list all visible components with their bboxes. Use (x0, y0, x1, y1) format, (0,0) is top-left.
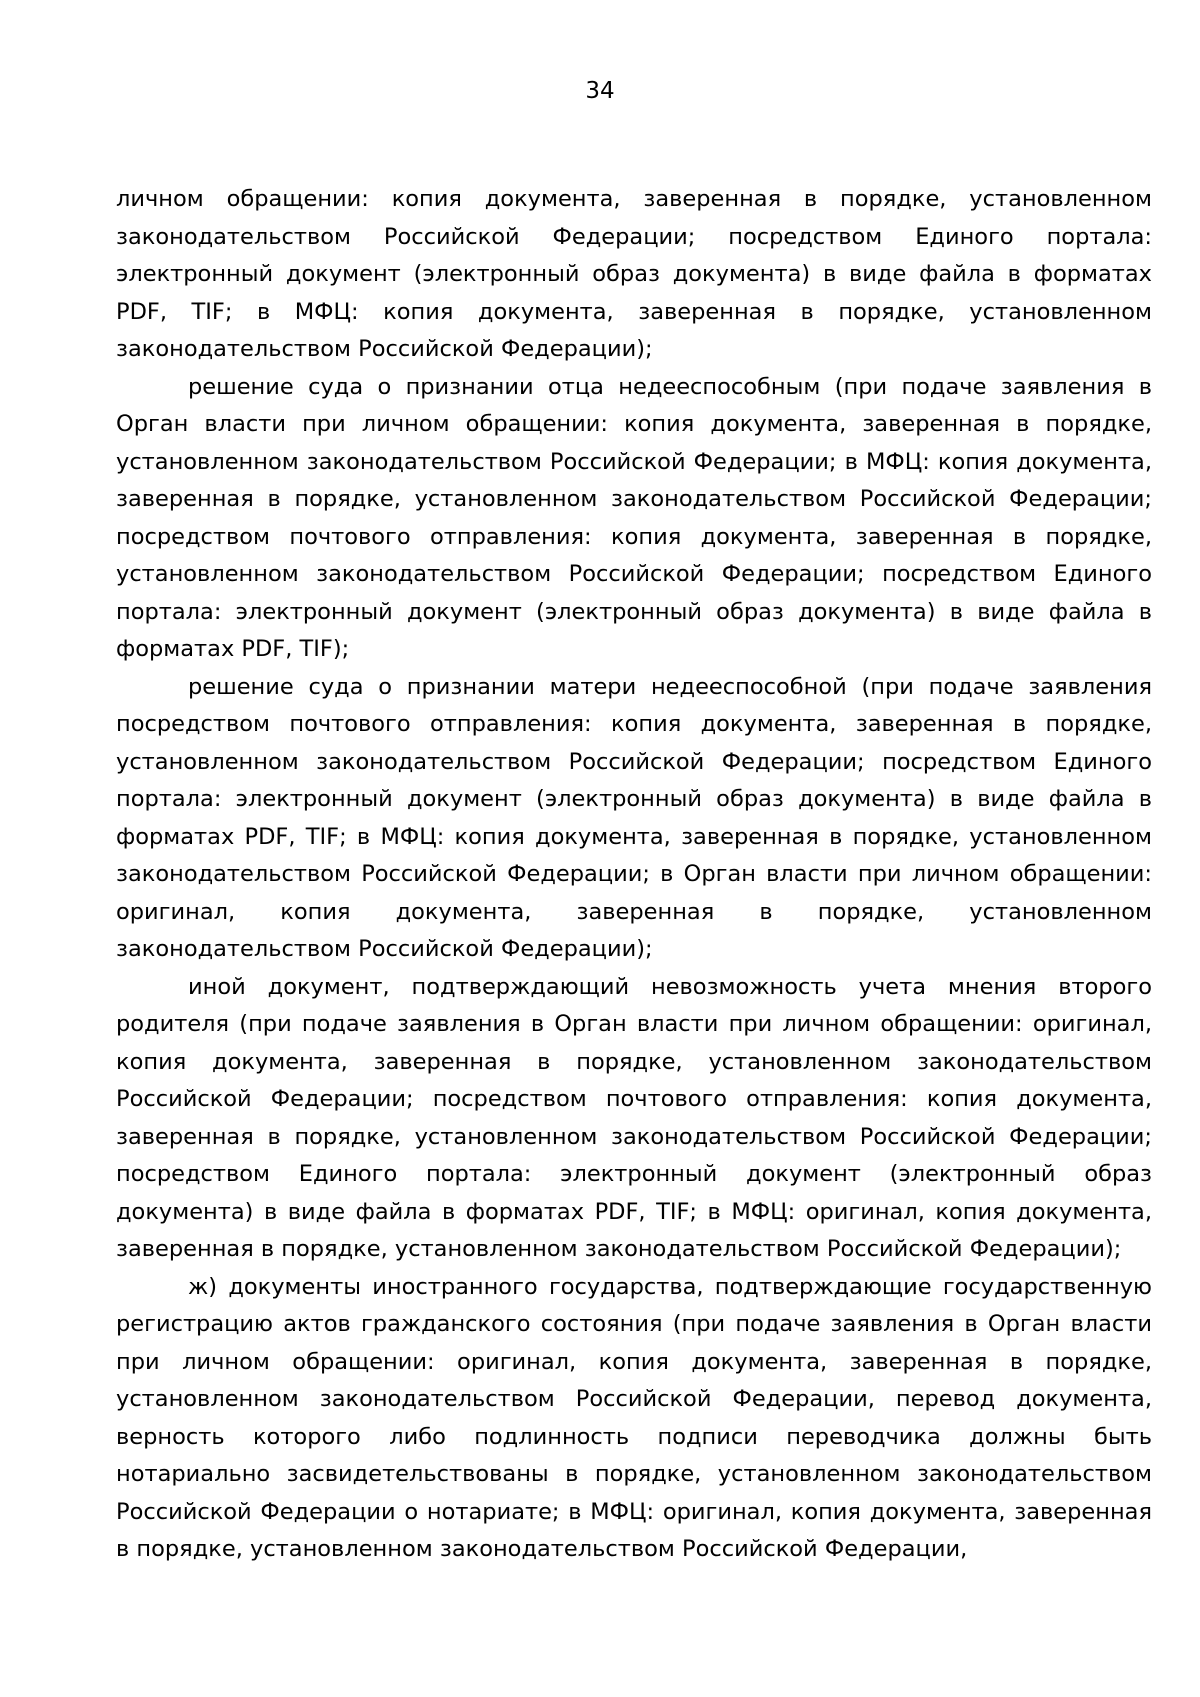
page-number: 34 (585, 78, 615, 104)
paragraph-1: личном обращении: копия документа, заверенная в порядке, установленном законодательством Российской Федерации; посредством Единого портала: электронный документ (электронный образ документа) в виде файла в форматах PDF, TIF; в МФЦ: копия документа, заверенная в порядке, установленном законодательством Российской Федерации); (116, 186, 1152, 362)
paragraph-4: иной документ, подтверждающий невозможность учета мнения второго родителя (при подаче заявления в Орган власти при личном обращении: оригинал, копия документа, заверенная в порядке, установленном законодательством Российской Федерации; посредством почтового отправления: копия документа, заверенная в порядке, установленном законодательством Российской Федерации; посредством Единого портала: электронный документ (электронный образ документа) в виде файла в форматах PDF, TIF; в МФЦ: оригинал, копия документа, заверенная в порядке, установленном законодательством Российской Федерации); (116, 973, 1152, 1262)
document-body (116, 181, 1152, 1569)
paragraph-2: решение суда о признании отца недееспособным (при подаче заявления в Орган власти при личном обращении: копия документа, заверенная в порядке, установленном законодательством Российской Федерации; в МФЦ: копия документа, заверенная в порядке, установленном законодательством Российской Федерации; посредством почтового отправления: копия документа, заверенная в порядке, установленном законодательством Российской Федерации; посредством Единого портала: электронный документ (электронный образ документа) в виде файла в форматах PDF, TIF); (116, 373, 1152, 662)
paragraph-5: ж) документы иностранного государства, подтверждающие государственную регистрацию актов гражданского состояния (при подаче заявления в Орган власти при личном обращении: оригинал, копия документа, заверенная в порядке, установленном законодательством Российской Федерации, перевод документа, верность которого либо подлинность подписи переводчика должны быть нотариально засвидетельствованы в порядке, установленном законодательством Российской Федерации о нотариате; в МФЦ: оригинал, копия документа, заверенная в порядке, установленном законодательством Российской Федерации, (116, 1273, 1152, 1562)
paragraph-3: решение суда о признании матери недееспособной (при подаче заявления посредством почтового отправления: копия документа, заверенная в порядке, установленном законодательством Российской Федерации; посредством Единого портала: электронный документ (электронный образ документа) в виде файла в форматах PDF, TIF; в МФЦ: копия документа, заверенная в порядке, установленном законодательством Российской Федерации; в Орган власти при личном обращении: оригинал, копия документа, заверенная в порядке, установленном законодательством Российской Федерации); (116, 673, 1152, 962)
